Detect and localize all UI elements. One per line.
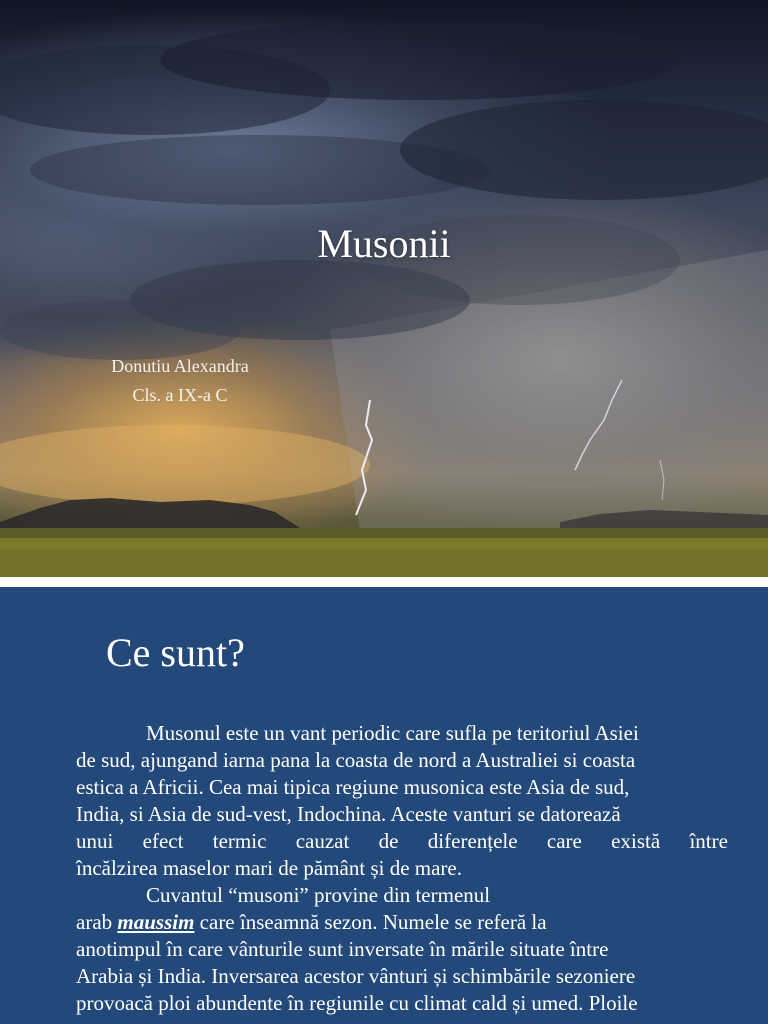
text-fragment: care înseamnă sezon. Numele se referă la <box>194 910 547 934</box>
body-line: Cuvantul “musoni” provine din termenul <box>146 883 491 907</box>
author-block <box>60 352 300 410</box>
body-line: provoacă ploi abundente în regiunile cu climat cald și umed. Ploile <box>76 991 638 1015</box>
body-line: de sud, ajungand iarna pana la coasta de nord a Australiei si coasta <box>76 748 636 772</box>
author-name: Donutiu Alexandra <box>111 356 249 376</box>
presentation-title: Musonii <box>317 221 451 266</box>
word: unui <box>76 829 114 853</box>
body-line-justified <box>76 828 728 855</box>
word: cauzat <box>295 829 350 853</box>
text-fragment: arab <box>76 910 118 934</box>
body-line: Arabia și India. Inversarea acestor vânturi și schimbările sezoniere <box>76 964 636 988</box>
slide-heading: Ce sunt? <box>106 630 245 675</box>
body-line: anotimpul în care vânturile sunt inversate în mările situate între <box>76 937 609 961</box>
keyword-maussim: maussim <box>117 910 195 934</box>
body-text <box>76 720 728 1017</box>
word: de <box>378 829 399 853</box>
body-line: încălzirea maselor mari de pământ și de mare. <box>76 856 462 880</box>
class-label: Cls. a IX-a C <box>132 385 228 405</box>
word: efect <box>142 829 184 853</box>
word: diferențele <box>427 829 518 853</box>
body-line: estica a Africii. Cea mai tipica regiune musonica este Asia de sud, <box>76 775 630 799</box>
body-line: Musonul este un vant periodic care sufla pe teritoriul Asiei <box>146 721 639 745</box>
word: care <box>546 829 582 853</box>
body-line: India, si Asia de sud-vest, Indochina. Aceste vanturi se datorează <box>76 802 621 826</box>
body-line <box>76 909 728 936</box>
word: termic <box>212 829 267 853</box>
content-slide <box>0 587 768 1024</box>
word: există <box>611 829 661 853</box>
word: între <box>689 829 728 853</box>
